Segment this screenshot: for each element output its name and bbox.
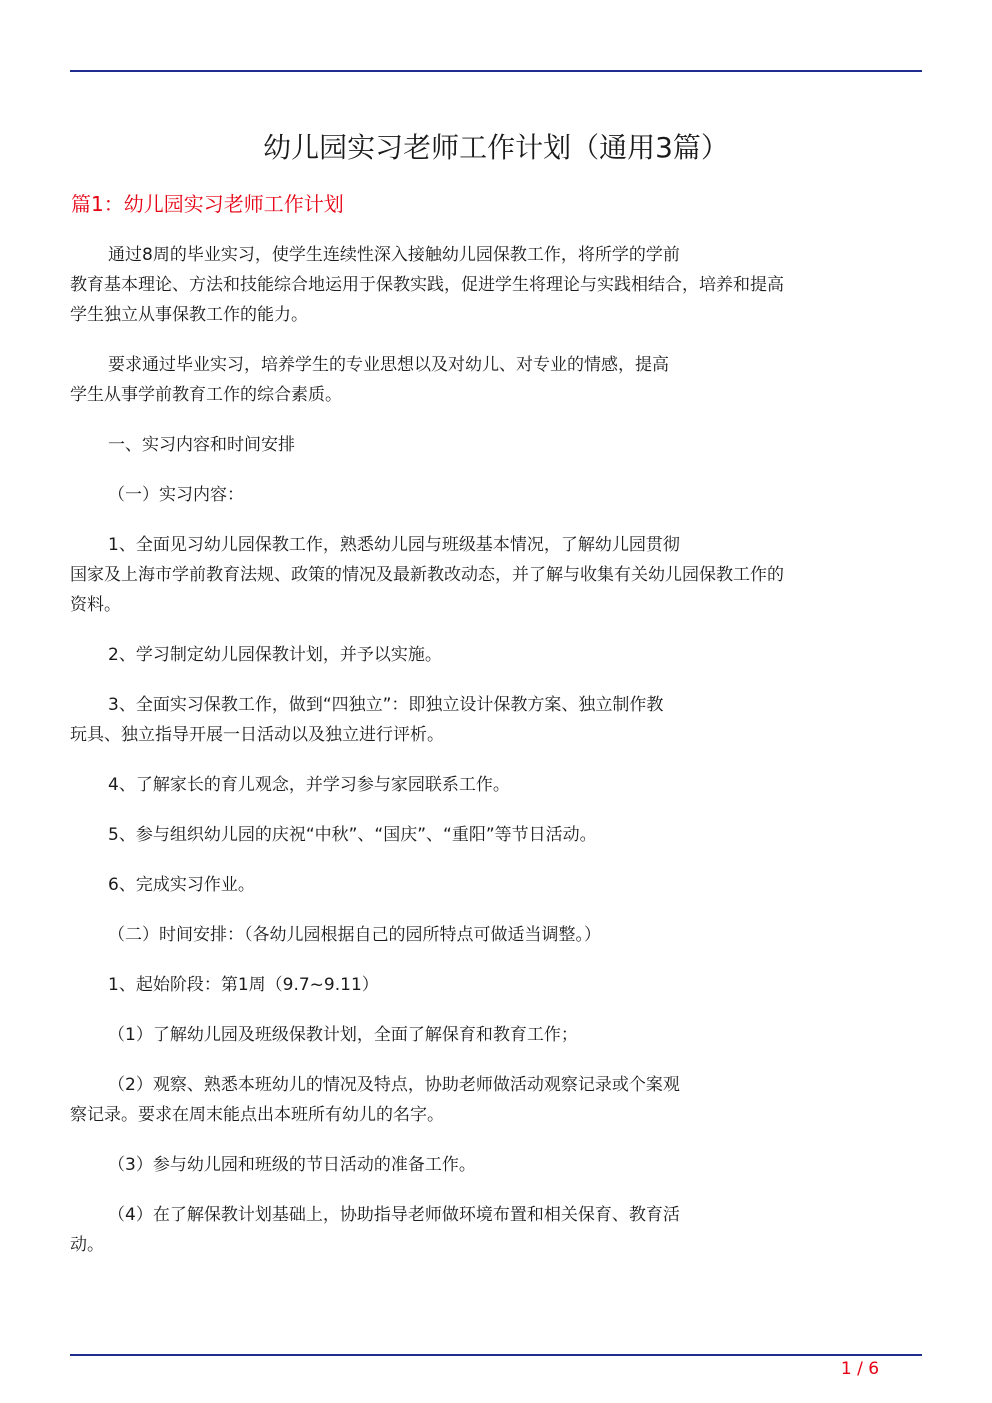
paragraph-line: 学生独立从事保教工作的能力。	[70, 305, 308, 325]
paragraph-line: 3、全面实习保教工作，做到“四独立”：即独立设计保教方案、独立制作教	[108, 695, 664, 715]
paragraph	[70, 640, 915, 670]
paragraph	[70, 820, 915, 850]
paragraph	[70, 870, 915, 900]
paragraph-line: 6、完成实习作业。	[108, 875, 255, 895]
paragraph-line: 玩具、独立指导开展一日活动以及独立进行评析。	[70, 725, 444, 745]
paragraph-line: 通过8周的毕业实习，使学生连续性深入接触幼儿园保教工作，将所学的学前	[108, 245, 680, 265]
section-heading: 篇1：幼儿园实习老师工作计划	[71, 192, 344, 216]
paragraph	[70, 1200, 915, 1260]
paragraph-line: 国家及上海市学前教育法规、政策的情况及最新教改动态，并了解与收集有关幼儿园保教工作的	[70, 565, 784, 585]
paragraph	[70, 350, 915, 410]
paragraph-line: 2、学习制定幼儿园保教计划，并予以实施。	[108, 645, 442, 665]
paragraph-line: （4）在了解保教计划基础上，协助指导老师做环境布置和相关保育、教育活	[108, 1205, 680, 1225]
paragraph	[70, 480, 915, 510]
paragraph	[70, 770, 915, 800]
paragraph	[70, 430, 915, 460]
paragraph-line: 察记录。要求在周末能点出本班所有幼儿的名字。	[70, 1105, 444, 1125]
paragraph-line: 5、参与组织幼儿园的庆祝“中秋”、“国庆”、“重阳”等节日活动。	[108, 825, 597, 845]
paragraph-line: 1、全面见习幼儿园保教工作，熟悉幼儿园与班级基本情况，了解幼儿园贯彻	[108, 535, 680, 555]
paragraph	[70, 530, 915, 620]
paragraph	[70, 240, 915, 330]
page-number: 1 / 6	[840, 1359, 880, 1379]
paragraph-line: 要求通过毕业实习，培养学生的专业思想以及对幼儿、对专业的情感，提高	[108, 355, 669, 375]
paragraph-line: 一、实习内容和时间安排	[108, 435, 295, 455]
paragraph-line: 教育基本理论、方法和技能综合地运用于保教实践，促进学生将理论与实践相结合，培养和提高	[70, 275, 784, 295]
paragraph-line: 4、了解家长的育儿观念，并学习参与家园联系工作。	[108, 775, 510, 795]
paragraph-line: （3）参与幼儿园和班级的节日活动的准备工作。	[108, 1155, 476, 1175]
paragraph-line: （一）实习内容：	[108, 485, 244, 505]
paragraph-line: （二）时间安排：（各幼儿园根据自己的园所特点可做适当调整。）	[108, 925, 601, 945]
paragraph	[70, 920, 915, 950]
paragraph	[70, 690, 915, 750]
paragraph-line: 学生从事学前教育工作的综合素质。	[70, 385, 342, 405]
header-rule	[70, 70, 922, 72]
document-body	[70, 240, 915, 1280]
paragraph-line: （1）了解幼儿园及班级保教计划，全面了解保育和教育工作；	[108, 1025, 578, 1045]
paragraph	[70, 1070, 915, 1130]
paragraph-line: （2）观察、熟悉本班幼儿的情况及特点，协助老师做活动观察记录或个案观	[108, 1075, 680, 1095]
footer-rule	[70, 1354, 922, 1356]
document-title: 幼儿园实习老师工作计划（通用3篇）	[263, 131, 729, 164]
paragraph	[70, 1150, 915, 1180]
paragraph-line: 1、起始阶段：第1周（9.7~9.11）	[108, 975, 379, 995]
paragraph	[70, 1020, 915, 1050]
paragraph-line: 资料。	[70, 595, 121, 615]
paragraph	[70, 970, 915, 1000]
paragraph-line: 动。	[70, 1235, 104, 1255]
